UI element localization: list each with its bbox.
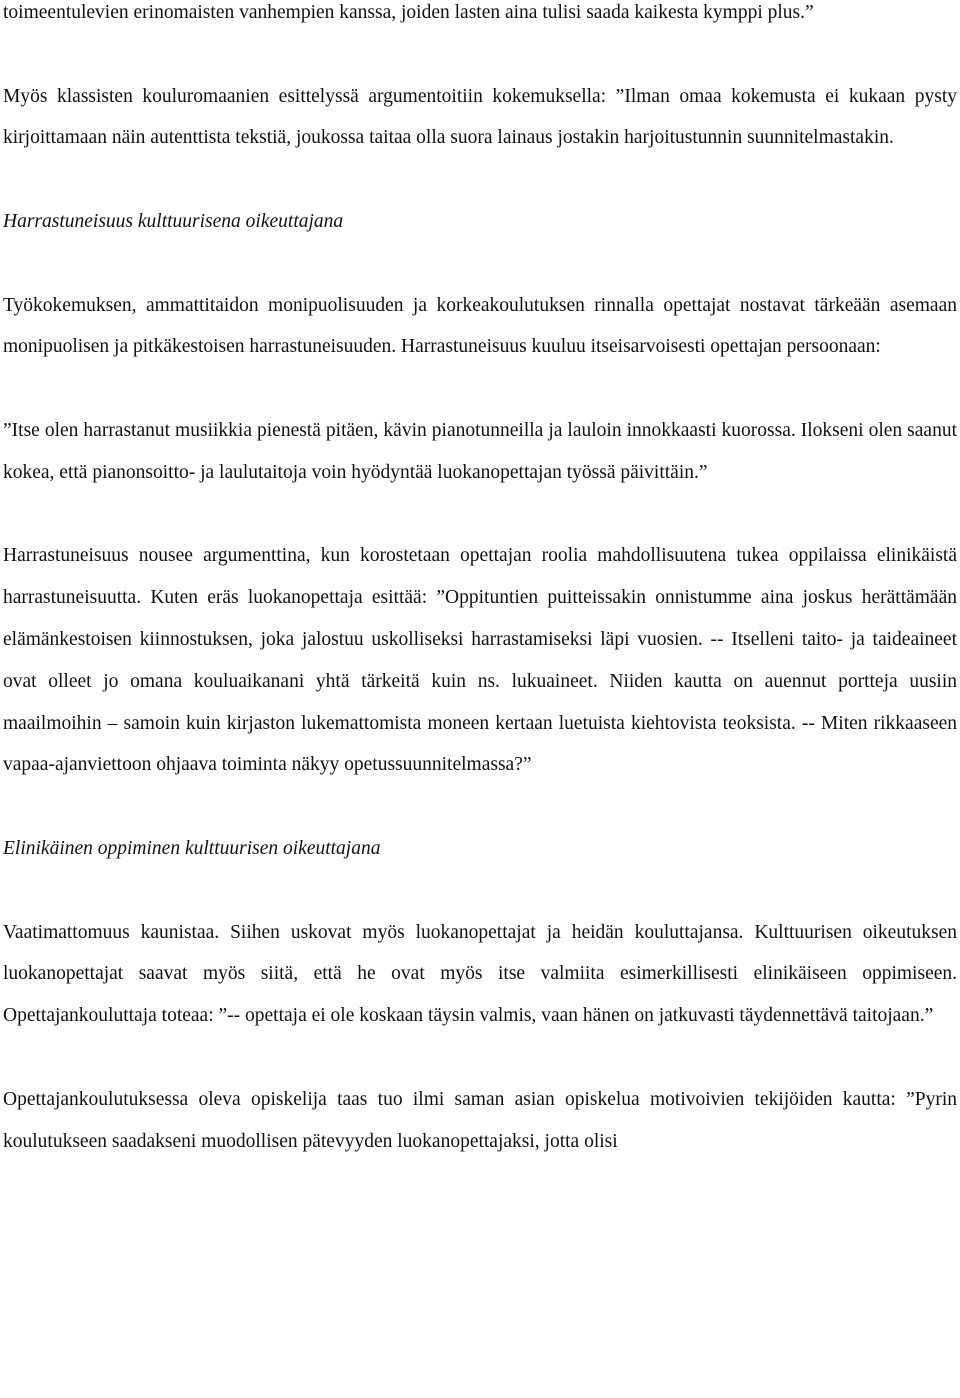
paragraph-music-quote: ”Itse olen harrastanut musiikkia pienestä pitäen, kävin pianotunneilla ja lauloin innokkaasti kuorossa. Ilokseni olen saanut kokea, että pianonsoitto- ja laulutaitoja voin hyödyntää luokanopettajan työssä päivittäin.” bbox=[3, 419, 957, 483]
paragraph-modesty: Vaatimattomuus kaunistaa. Siihen uskovat myös luokanopettajat ja heidän kouluttajansa. Kulttuurisen oikeutuksen luokanopettajat saavat myös siitä, että he ovat myös itse valmiita esimerkillisesti elinikäiseen oppimiseen. Opettajankouluttaja toteaa: ”-- opettaja ei ole koskaan täysin valmis, vaan hänen on jatkuvasti täydennettävä taitojaan.” bbox=[3, 921, 957, 1027]
paragraph-lifelong-hobby: Harrastuneisuus nousee argumenttina, kun korostetaan opettajan roolia mahdollisuutena tukea oppilaissa elinikäistä harrastuneisuutta. Kuten eräs luokanopettaja esittää: ”Oppituntien puitteissakin onnistumme aina joskus herättämään elämänkestoisen kiinnostuksen, joka jalostuu uskolliseksi harrastamiseksi läpi vuosien. -- Itselleni taito- ja taideaineet ovat olleet jo omana kouluaikanani yhtä tärkeitä kuin ns. lukuaineet. Niiden kautta on auennut portteja uusiin maailmoihin – samoin kuin kirjaston lukemattomista moneen kertaan luetuista kiehtovista teoksista. -- Miten rikkaaseen vapaa-ajanviettoon ohjaava toiminta näkyy opetussuunnitelmassa?” bbox=[3, 545, 957, 776]
section-heading-hobbies: Harrastuneisuus kulttuurisena oikeuttajana bbox=[3, 210, 344, 232]
paragraph-classic-novels: Myös klassisten kouluromaanien esittelyssä argumentoitiin kokemuksella: ”Ilman omaa kokemusta ei kukaan pysty kirjoittamaan näin autenttista tekstiä, joukossa taitaa olla suora lainaus jostakin harjoitustunnin suunnitelmastakin. bbox=[3, 85, 957, 149]
spacer bbox=[3, 870, 957, 912]
spacer bbox=[3, 159, 957, 201]
document-page bbox=[3, 0, 957, 1162]
spacer bbox=[3, 1037, 957, 1079]
spacer bbox=[3, 494, 957, 536]
spacer bbox=[3, 786, 957, 828]
paragraph-student-motivation: Opettajankoulutuksessa oleva opiskelija taas tuo ilmi saman asian opiskelua motivoivien tekijöiden kautta: ”Pyrin koulutukseen saadakseni muodollisen pätevyyden luokanopettajaksi, jotta olisi bbox=[3, 1088, 957, 1152]
paragraph-quote-end: toimeentulevien erinomaisten vanhempien kanssa, joiden lasten aina tulisi saada kaikesta kymppi plus.” bbox=[3, 2, 814, 23]
section-heading-lifelong-learning: Elinikäinen oppiminen kulttuurisen oikeuttajana bbox=[3, 837, 381, 859]
spacer bbox=[3, 368, 957, 410]
spacer bbox=[3, 34, 957, 76]
spacer bbox=[3, 243, 957, 285]
paragraph-work-experience: Työkokemuksen, ammattitaidon monipuolisuuden ja korkeakoulutuksen rinnalla opettajat nostavat tärkeään asemaan monipuolisen ja pitkäkestoisen harrastuneisuuden. Harrastuneisuus kuuluu itseisarvoisesti opettajan persoonaan: bbox=[3, 294, 957, 358]
